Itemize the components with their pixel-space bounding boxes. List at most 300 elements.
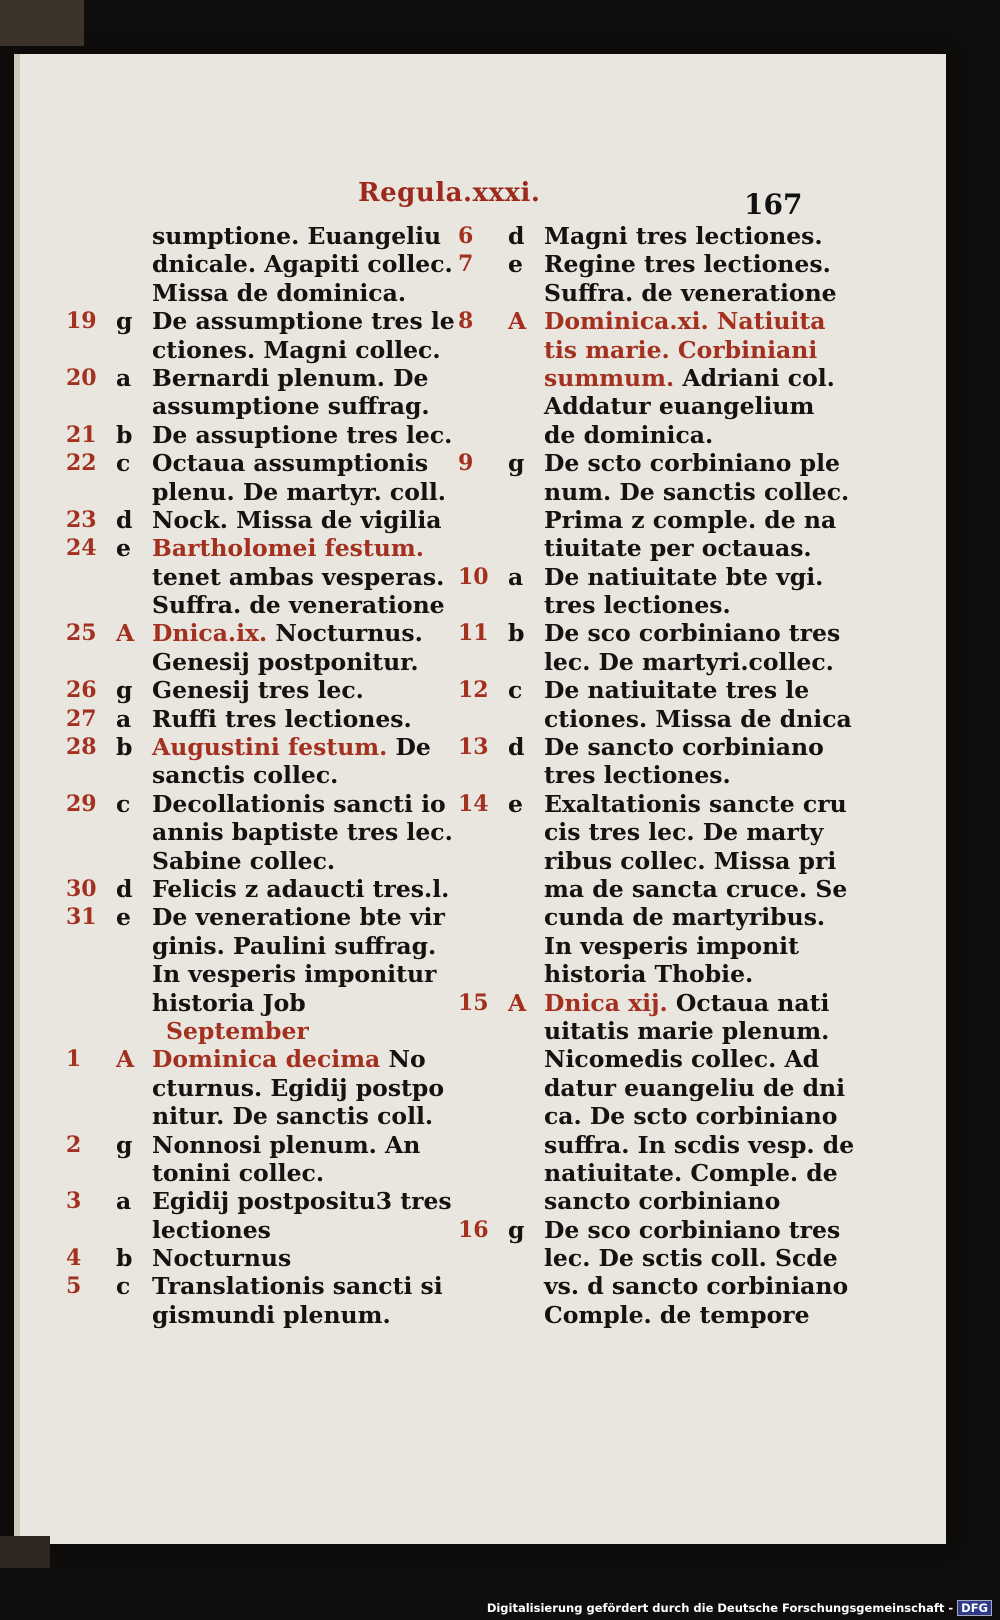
entry-text bbox=[544, 478, 849, 506]
calendar-line bbox=[66, 449, 436, 477]
calendar-line bbox=[458, 363, 835, 392]
entry-text bbox=[544, 506, 836, 534]
entry-text bbox=[152, 307, 455, 335]
calendar-line bbox=[66, 847, 436, 875]
entry-text bbox=[152, 1045, 426, 1073]
black-text: lec. De martyri.collec. bbox=[544, 647, 834, 676]
entry-text bbox=[152, 1244, 291, 1272]
calendar-line bbox=[458, 676, 818, 704]
black-text: Nocturnus bbox=[152, 1244, 292, 1273]
dfg-logo: DFG bbox=[957, 1600, 992, 1616]
entry-text bbox=[544, 364, 835, 392]
calendar-line bbox=[458, 903, 826, 932]
calendar-line bbox=[458, 1301, 818, 1329]
black-text: In vesperis imponitur bbox=[152, 960, 437, 989]
entry-text bbox=[152, 903, 445, 931]
calendar-line bbox=[66, 364, 436, 392]
entry-text bbox=[152, 818, 453, 846]
entry-text bbox=[544, 250, 831, 278]
black-text: Missa de dominica. bbox=[152, 278, 407, 307]
calendar-line bbox=[458, 789, 847, 818]
calendar-line bbox=[66, 1272, 443, 1301]
calendar-line bbox=[66, 1045, 436, 1073]
calendar-line bbox=[458, 562, 824, 591]
day-number: 12 bbox=[458, 677, 489, 704]
day-number: 26 bbox=[66, 677, 97, 704]
calendar-line bbox=[458, 449, 840, 478]
folio-number: 167 bbox=[744, 188, 803, 221]
black-text: tenet ambas vesperas. bbox=[152, 562, 445, 591]
entry-text bbox=[152, 705, 412, 733]
black-text: ctiones. Magni collec. bbox=[152, 335, 441, 364]
black-text: In vesperis imponit bbox=[544, 931, 799, 960]
entry-text bbox=[544, 279, 837, 307]
black-text: historia Thobie. bbox=[544, 960, 754, 989]
calendar-line bbox=[66, 505, 442, 534]
entry-text bbox=[152, 761, 338, 789]
dominical-letter: a bbox=[116, 1187, 132, 1216]
calendar-line bbox=[66, 989, 436, 1017]
calendar-line bbox=[66, 789, 446, 818]
day-number: 24 bbox=[66, 535, 97, 562]
entry-text bbox=[152, 1131, 420, 1159]
black-text: assumptione suffrag. bbox=[152, 392, 430, 421]
entry-text bbox=[544, 1216, 840, 1244]
black-text: De sco corbiniano tres bbox=[544, 619, 841, 648]
calendar-line bbox=[458, 932, 818, 960]
entry-text bbox=[152, 1216, 271, 1244]
entry-text bbox=[152, 733, 431, 761]
entry-text bbox=[544, 960, 753, 988]
day-number: 4 bbox=[66, 1245, 82, 1272]
black-text: ginis. Paulini suffrag. bbox=[152, 931, 437, 960]
black-text: Adriani col. bbox=[682, 363, 835, 392]
calendar-line bbox=[458, 307, 826, 336]
entry-text bbox=[544, 563, 823, 591]
calendar-line bbox=[458, 733, 824, 762]
calendar-line bbox=[66, 1131, 436, 1159]
black-text: Addatur euangelium bbox=[544, 392, 815, 421]
entry-text bbox=[152, 250, 453, 278]
entry-text bbox=[544, 421, 713, 449]
entry-text bbox=[152, 279, 406, 307]
black-text: De bbox=[395, 733, 431, 762]
calendar-line bbox=[458, 1102, 838, 1131]
calendar-line bbox=[458, 591, 818, 619]
footer-text: Digitalisierung gefördert durch die Deutsche Forschungsgemeinschaft - bbox=[486, 1601, 954, 1615]
black-text: lectiones bbox=[152, 1215, 271, 1244]
calendar-line bbox=[66, 1073, 445, 1102]
calendar-line bbox=[458, 392, 818, 420]
calendar-line bbox=[66, 1159, 436, 1187]
black-text: Nonnosi plenum. An bbox=[152, 1130, 421, 1159]
day-number: 25 bbox=[66, 620, 97, 647]
black-text: No bbox=[388, 1045, 426, 1074]
entry-text bbox=[152, 1159, 324, 1187]
calendar-line bbox=[458, 1016, 830, 1045]
day-number: 21 bbox=[66, 421, 97, 448]
day-number: 31 bbox=[66, 904, 97, 931]
calendar-line bbox=[66, 1187, 452, 1216]
calendar-line bbox=[66, 1017, 436, 1045]
calendar-line bbox=[66, 960, 436, 988]
dominical-letter: c bbox=[116, 449, 131, 478]
black-text: Bernardi plenum. De bbox=[152, 363, 429, 392]
entry-text bbox=[152, 960, 436, 988]
calendar-line bbox=[458, 505, 837, 534]
entry-text bbox=[152, 449, 428, 477]
entry-text bbox=[544, 222, 823, 250]
black-text: Magni tres lectiones. bbox=[544, 222, 823, 250]
black-text: uitatis marie plenum. bbox=[544, 1016, 830, 1045]
entry-text bbox=[152, 790, 446, 818]
calendar-line bbox=[458, 1073, 846, 1102]
black-text: Egidij postpositu3 tres bbox=[152, 1187, 452, 1216]
calendar-line bbox=[66, 932, 436, 960]
dominical-letter: g bbox=[116, 676, 133, 705]
entry-text bbox=[152, 421, 452, 449]
entry-text bbox=[544, 989, 829, 1017]
black-text: num. De sanctis collec. bbox=[544, 477, 850, 506]
day-number: 6 bbox=[458, 223, 474, 249]
dominical-letter: d bbox=[116, 874, 133, 903]
calendar-line bbox=[458, 421, 818, 449]
entry-text bbox=[544, 1045, 819, 1073]
calendar-line bbox=[66, 733, 436, 761]
black-text: historia Job bbox=[152, 988, 306, 1017]
day-number: 16 bbox=[458, 1216, 489, 1243]
black-text: cunda de martyribus. bbox=[544, 903, 826, 932]
calendar-line bbox=[66, 619, 436, 647]
day-number: 2 bbox=[66, 1131, 82, 1158]
right-column bbox=[458, 222, 855, 1329]
entry-text bbox=[152, 1272, 443, 1300]
black-text: Octaua assumptionis bbox=[152, 449, 429, 478]
entry-text bbox=[544, 875, 847, 903]
entry-text bbox=[544, 392, 814, 420]
day-number: 11 bbox=[458, 620, 489, 647]
dominical-letter: b bbox=[116, 733, 133, 762]
calendar-line bbox=[66, 705, 436, 733]
black-text: Exaltationis sancte cru bbox=[544, 789, 847, 818]
calendar-line bbox=[458, 1187, 818, 1215]
calendar-line bbox=[458, 1130, 855, 1159]
dominical-letter: d bbox=[116, 505, 133, 534]
calendar-line bbox=[66, 250, 453, 279]
calendar-line bbox=[66, 1301, 436, 1329]
black-text: De sancto corbiniano bbox=[544, 733, 824, 762]
black-text: Nocturnus. bbox=[275, 619, 423, 648]
entry-text bbox=[544, 619, 840, 647]
black-text: Felicis z adaucti tres.l. bbox=[152, 874, 450, 903]
black-text: cturnus. Egidij postpo bbox=[152, 1073, 445, 1102]
entry-text bbox=[544, 591, 731, 619]
entry-text bbox=[544, 648, 834, 676]
day-number: 1 bbox=[66, 1046, 82, 1073]
black-text: Ruffi tres lectiones. bbox=[152, 704, 412, 733]
entry-text bbox=[544, 1272, 848, 1300]
calendar-line bbox=[66, 392, 436, 420]
entry-text bbox=[152, 506, 442, 534]
entry-text bbox=[544, 1017, 829, 1045]
dominical-letter: g bbox=[116, 1130, 133, 1159]
day-number: 5 bbox=[66, 1273, 82, 1300]
black-text: ribus collec. Missa pri bbox=[544, 846, 837, 875]
page-tab-bottom bbox=[0, 1536, 50, 1568]
day-number: 20 bbox=[66, 364, 97, 391]
dominical-letter: A bbox=[116, 1045, 135, 1074]
black-text: De natiuitate tres le bbox=[544, 676, 810, 705]
black-text: ma de sancta cruce. Se bbox=[544, 874, 848, 903]
running-head: Regula.xxxi. bbox=[358, 178, 541, 208]
black-text: Genesij tres lec. bbox=[152, 676, 364, 705]
black-text: Nock. Missa de vigilia bbox=[152, 505, 442, 534]
dominical-letter: b bbox=[116, 420, 133, 449]
day-number: 3 bbox=[66, 1188, 82, 1215]
calendar-line bbox=[66, 420, 453, 449]
day-number: 10 bbox=[458, 563, 489, 590]
calendar-line bbox=[458, 1244, 838, 1273]
dominical-letter: g bbox=[508, 449, 525, 478]
dominical-letter: A bbox=[116, 619, 135, 648]
rubric-text: Bartholomei festum. bbox=[152, 534, 424, 563]
black-text: Decollationis sancti io bbox=[152, 789, 446, 818]
black-text: tres lectiones. bbox=[544, 591, 731, 620]
entry-text bbox=[544, 1074, 845, 1102]
dominical-letter: a bbox=[116, 704, 132, 733]
month-heading: September bbox=[166, 1016, 309, 1045]
dominical-letter: e bbox=[116, 534, 131, 563]
calendar-line bbox=[66, 1216, 436, 1244]
entry-text bbox=[152, 222, 441, 250]
rubric-text: Dnica.ix. bbox=[152, 619, 268, 648]
calendar-line bbox=[66, 1244, 436, 1272]
entry-text bbox=[544, 676, 809, 704]
day-number: 15 bbox=[458, 989, 489, 1016]
calendar-line bbox=[458, 960, 818, 988]
entry-text bbox=[544, 1187, 780, 1215]
rubric-text: tis marie. Corbiniani bbox=[544, 335, 818, 364]
black-text: Suffra. de veneratione bbox=[544, 278, 837, 307]
day-number: 13 bbox=[458, 734, 489, 761]
dominical-letter: e bbox=[116, 903, 131, 932]
entry-text bbox=[544, 847, 836, 875]
entry-text bbox=[544, 932, 799, 960]
rubric-text: Augustini festum. bbox=[152, 733, 388, 762]
dominical-letter: a bbox=[116, 363, 132, 392]
day-number: 23 bbox=[66, 506, 97, 533]
left-column bbox=[66, 222, 455, 1329]
black-text: natiuitate. Comple. de bbox=[544, 1158, 838, 1187]
black-text: Sabine collec. bbox=[152, 846, 336, 875]
calendar-line bbox=[458, 1272, 849, 1301]
entry-text bbox=[544, 1102, 837, 1130]
black-text: lec. De sctis coll. Scde bbox=[544, 1244, 838, 1273]
calendar-line bbox=[458, 534, 818, 562]
calendar-line bbox=[66, 761, 436, 789]
black-text: de dominica. bbox=[544, 420, 714, 449]
black-text: gismundi plenum. bbox=[152, 1300, 391, 1329]
black-text: datur euangeliu de dni bbox=[544, 1073, 846, 1102]
dominical-letter: d bbox=[508, 222, 525, 250]
entry-text bbox=[544, 336, 817, 364]
book-page bbox=[14, 54, 946, 1544]
calendar-line bbox=[458, 278, 837, 307]
entry-text bbox=[152, 676, 364, 704]
calendar-line bbox=[66, 477, 446, 506]
entry-text bbox=[152, 1301, 391, 1329]
entry-text bbox=[152, 478, 446, 506]
entry-text bbox=[544, 307, 825, 335]
dominical-letter: e bbox=[508, 789, 523, 818]
black-text: ca. De scto corbiniano bbox=[544, 1102, 838, 1131]
calendar-line bbox=[66, 591, 445, 620]
black-text: De scto corbiniano ple bbox=[544, 449, 840, 478]
calendar-line bbox=[66, 279, 436, 307]
dominical-letter: g bbox=[116, 307, 133, 336]
entry-text bbox=[544, 1131, 854, 1159]
dominical-letter: a bbox=[508, 562, 524, 591]
dominical-letter: e bbox=[508, 250, 523, 279]
black-text: nitur. De sanctis coll. bbox=[152, 1102, 434, 1131]
dominical-letter: b bbox=[116, 1244, 133, 1273]
entry-text bbox=[152, 875, 449, 903]
calendar-line bbox=[66, 335, 441, 364]
calendar-line bbox=[66, 307, 455, 336]
black-text: tres lectiones. bbox=[544, 761, 731, 790]
entry-text bbox=[152, 336, 441, 364]
dominical-letter: c bbox=[116, 789, 131, 818]
day-number: 14 bbox=[458, 790, 489, 817]
rubric-text: Dnica xij. bbox=[544, 988, 668, 1017]
calendar-line bbox=[66, 648, 436, 676]
black-text: sanctis collec. bbox=[152, 761, 339, 790]
black-text: Suffra. de veneratione bbox=[152, 591, 445, 620]
day-number: 9 bbox=[458, 450, 474, 477]
black-text: sumptione. Euangeliu bbox=[152, 222, 442, 250]
day-number: 30 bbox=[66, 875, 97, 902]
black-text: De sco corbiniano tres bbox=[544, 1215, 841, 1244]
entry-text bbox=[544, 1244, 838, 1272]
calendar-line bbox=[66, 903, 445, 932]
entry-text bbox=[152, 1102, 433, 1130]
dominical-letter: d bbox=[508, 733, 525, 762]
entry-text bbox=[152, 648, 419, 676]
entry-text bbox=[152, 1187, 452, 1215]
black-text: Translationis sancti si bbox=[152, 1272, 443, 1301]
dominical-letter: A bbox=[508, 307, 527, 336]
calendar-line bbox=[458, 647, 834, 676]
calendar-line bbox=[458, 1215, 841, 1244]
black-text: De natiuitate bte vgi. bbox=[544, 562, 824, 591]
dominical-letter: g bbox=[508, 1215, 525, 1244]
calendar-line bbox=[66, 562, 445, 591]
calendar-line bbox=[66, 534, 436, 562]
dominical-letter: A bbox=[508, 988, 527, 1017]
black-text: Nicomedis collec. Ad bbox=[544, 1045, 820, 1074]
black-text: De assumptione tres le bbox=[152, 307, 455, 336]
black-text: Comple. de tempore bbox=[544, 1300, 810, 1329]
black-text: dnicale. Agapiti collec. bbox=[152, 250, 453, 279]
calendar-line bbox=[458, 1045, 818, 1073]
calendar-line bbox=[458, 222, 823, 250]
black-text: tiuitate per octauas. bbox=[544, 534, 812, 563]
dominical-letter: c bbox=[508, 676, 523, 705]
black-text: suffra. In scdis vesp. de bbox=[544, 1130, 855, 1159]
calendar-line bbox=[458, 988, 830, 1017]
black-text: annis baptiste tres lec. bbox=[152, 818, 453, 847]
calendar-line bbox=[66, 874, 450, 903]
calendar-line bbox=[66, 222, 442, 250]
calendar-line bbox=[458, 250, 831, 279]
calendar-line bbox=[458, 704, 852, 733]
black-text: ctiones. Missa de dnica bbox=[544, 704, 852, 733]
entry-text bbox=[152, 392, 430, 420]
calendar-line bbox=[458, 477, 850, 506]
entry-text bbox=[544, 534, 812, 562]
day-number: 8 bbox=[458, 308, 474, 335]
entry-text bbox=[152, 1074, 444, 1102]
black-text: plenu. De martyr. coll. bbox=[152, 477, 446, 506]
calendar-line bbox=[458, 761, 818, 789]
calendar-line bbox=[66, 676, 436, 704]
day-number: 7 bbox=[458, 251, 474, 278]
entry-text bbox=[152, 563, 444, 591]
black-text: De veneratione bte vir bbox=[152, 903, 445, 932]
calendar-line bbox=[458, 846, 837, 875]
rubric-text: Dominica.xi. Natiuita bbox=[544, 307, 826, 336]
entry-text bbox=[544, 761, 731, 789]
dominical-letter: b bbox=[508, 619, 525, 648]
entry-text bbox=[544, 733, 824, 761]
entry-text bbox=[152, 619, 423, 647]
day-number: 22 bbox=[66, 450, 97, 477]
calendar-line bbox=[458, 336, 818, 364]
black-text: Genesij postponitur. bbox=[152, 647, 419, 676]
rubric-text: summum. bbox=[544, 363, 675, 392]
calendar-line bbox=[458, 874, 848, 903]
entry-text bbox=[152, 847, 335, 875]
black-text: sancto corbiniano bbox=[544, 1187, 781, 1216]
entry-text bbox=[152, 364, 428, 392]
black-text: tonini collec. bbox=[152, 1158, 325, 1187]
calendar-line bbox=[458, 1158, 838, 1187]
day-number: 29 bbox=[66, 790, 97, 817]
entry-text bbox=[544, 705, 852, 733]
entry-text bbox=[544, 1301, 810, 1329]
day-number: 19 bbox=[66, 308, 97, 335]
day-number: 27 bbox=[66, 705, 97, 732]
entry-text bbox=[152, 591, 445, 619]
calendar-line bbox=[66, 818, 453, 847]
entry-text bbox=[544, 1159, 838, 1187]
black-text: cis tres lec. De marty bbox=[544, 818, 824, 847]
black-text: Prima z comple. de na bbox=[544, 505, 837, 534]
entry-text bbox=[544, 903, 825, 931]
calendar-line bbox=[66, 1102, 436, 1130]
page-tab-top bbox=[0, 0, 84, 46]
calendar-line bbox=[458, 619, 841, 648]
black-text: vs. d sancto corbiniano bbox=[544, 1272, 849, 1301]
entry-text bbox=[152, 932, 436, 960]
day-number: 28 bbox=[66, 734, 97, 761]
entry-text bbox=[544, 818, 823, 846]
entry-text bbox=[152, 989, 306, 1017]
entry-text bbox=[544, 449, 840, 477]
footer-credit bbox=[487, 1600, 992, 1616]
rubric-text: Dominica decima bbox=[152, 1045, 381, 1074]
calendar-line bbox=[458, 818, 824, 847]
